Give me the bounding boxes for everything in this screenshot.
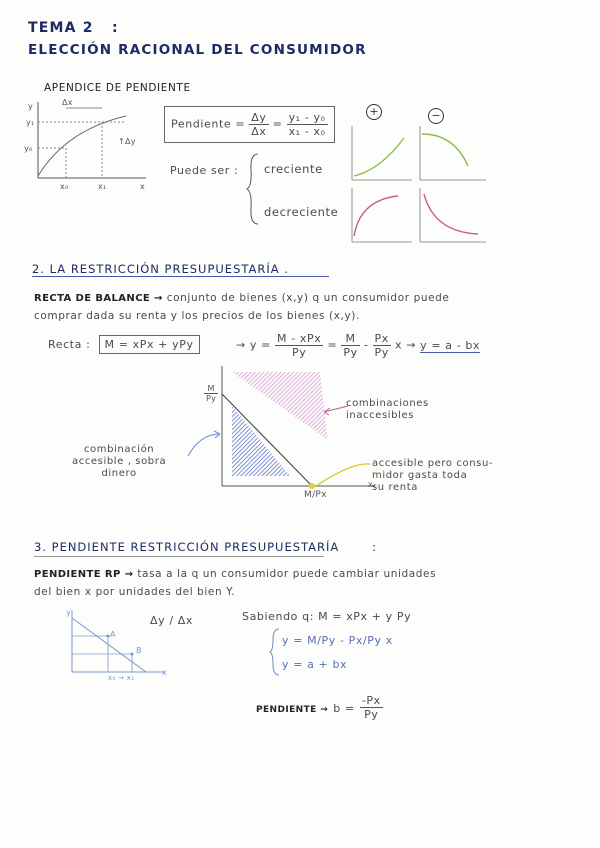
frac-y-x: $\frac{\text{y₁ - y₀}}{\text{x₁ - x₀}}$: [288, 111, 326, 138]
rp-graph-point-a: A: [110, 630, 116, 639]
graph-x0-label: x₀: [60, 182, 69, 191]
budget-y-intercept: $\frac{M}{Py}$: [206, 384, 217, 403]
slope-graph: [26, 100, 156, 190]
rp-graph-x-label: x: [162, 668, 168, 677]
graph-x-label: x: [140, 182, 146, 191]
mini-graphs: [346, 124, 496, 248]
recta-balance-term: RECTA DE BALANCE →: [34, 293, 163, 304]
graph-y1-label: y₁: [26, 118, 35, 127]
budget-x-intercept: M/Px: [304, 490, 327, 500]
recta-result: y = a - bx: [420, 338, 481, 352]
border-annotation: accesible pero consu- midor gasta toda su renta: [372, 458, 494, 493]
graph-dx-label: Δx: [62, 98, 73, 107]
recta-equation: Recta : M = xPx + yPy: [48, 338, 200, 351]
section2-heading: 2. LA RESTRICCIÓN PRESUPUESTARÍA .: [32, 262, 329, 277]
apendice-heading: APENDICE DE PENDIENTE: [44, 82, 191, 94]
dy-dx-label: Δy / Δx: [150, 614, 193, 627]
creciente-label: creciente: [264, 162, 323, 176]
page-subtitle: ELECCIÓN RACIONAL DEL CONSUMIDOR: [28, 42, 367, 58]
brace: [246, 152, 260, 226]
section3-colon: :: [372, 540, 377, 554]
graph-x1-label: x₁: [98, 182, 107, 191]
recta-derivation: → y = $\frac{\text{M - xPx}}{Py}$ = $\frac{M}{Py}$ - $\frac{Px}{Py}$ x → y = a - bx: [236, 332, 481, 359]
pendiente-rp-definition: PENDIENTE RP → tasa a la q un consumidor puede cambiar unidades: [34, 568, 437, 580]
arrow-accesible: [186, 430, 226, 460]
graph-y0-label: y₀: [24, 144, 33, 153]
puede-ser-label: Puede ser :: [170, 164, 239, 177]
pendiente-rp-definition-2: del bien x por unidades del bien Y.: [34, 586, 236, 598]
pendiente-formula-box: Pendiente = $\frac{\Delta y}{\Delta x}$ = $\frac{\text{y₁ - y₀}}{\text{x₁ - x₀}}$: [164, 106, 335, 143]
tema-title: TEMA 2: [28, 20, 94, 36]
section3-rule: [34, 556, 324, 557]
rp-graph-point-b: B: [136, 646, 142, 655]
recta-balance-definition: RECTA DE BALANCE → conjunto de bienes (x,y) q un consumidor puede: [34, 292, 450, 304]
plus-circle-icon: +: [366, 104, 382, 120]
accesible-annotation: combinación accesible , sobra dinero: [72, 444, 167, 479]
tema-colon: :: [112, 20, 119, 36]
sabiendo-label: Sabiendo q: M = xPx + y Py: [242, 610, 412, 623]
eq2: y = a + bx: [282, 658, 348, 671]
recta-box: M = xPx + yPy: [99, 335, 200, 354]
pendiente-result: PENDIENTE → b = $\frac{-Px}{Py}$: [256, 694, 381, 721]
minus-circle-icon: −: [428, 108, 444, 124]
inaccesibles-annotation: combinaciones inaccesibles: [346, 398, 429, 421]
section3-heading: 3. PENDIENTE RESTRICCIÓN PRESUPUESTARÍA: [34, 540, 340, 554]
decreciente-label: decreciente: [264, 205, 339, 219]
eq-brace: [270, 628, 280, 676]
eq1: y = M/Py - Px/Py x: [282, 634, 393, 647]
rp-graph-x0x1: x₀ → x₁: [108, 674, 135, 682]
frac-dy-dx: $\frac{\Delta y}{\Delta x}$: [251, 111, 267, 138]
graph-y-label: y: [28, 102, 34, 111]
budget-x-axis-label: x: [368, 480, 374, 489]
recta-balance-definition-2: comprar dada su renta y los precios de los bienes (x,y).: [34, 310, 360, 322]
arrow-inaccesibles: [320, 402, 350, 416]
pendiente-label: Pendiente =: [171, 117, 246, 131]
arrow-border: [312, 460, 372, 490]
rp-graph-y-label: y: [66, 608, 72, 617]
graph-dy-label: ↑Δy: [118, 137, 136, 146]
